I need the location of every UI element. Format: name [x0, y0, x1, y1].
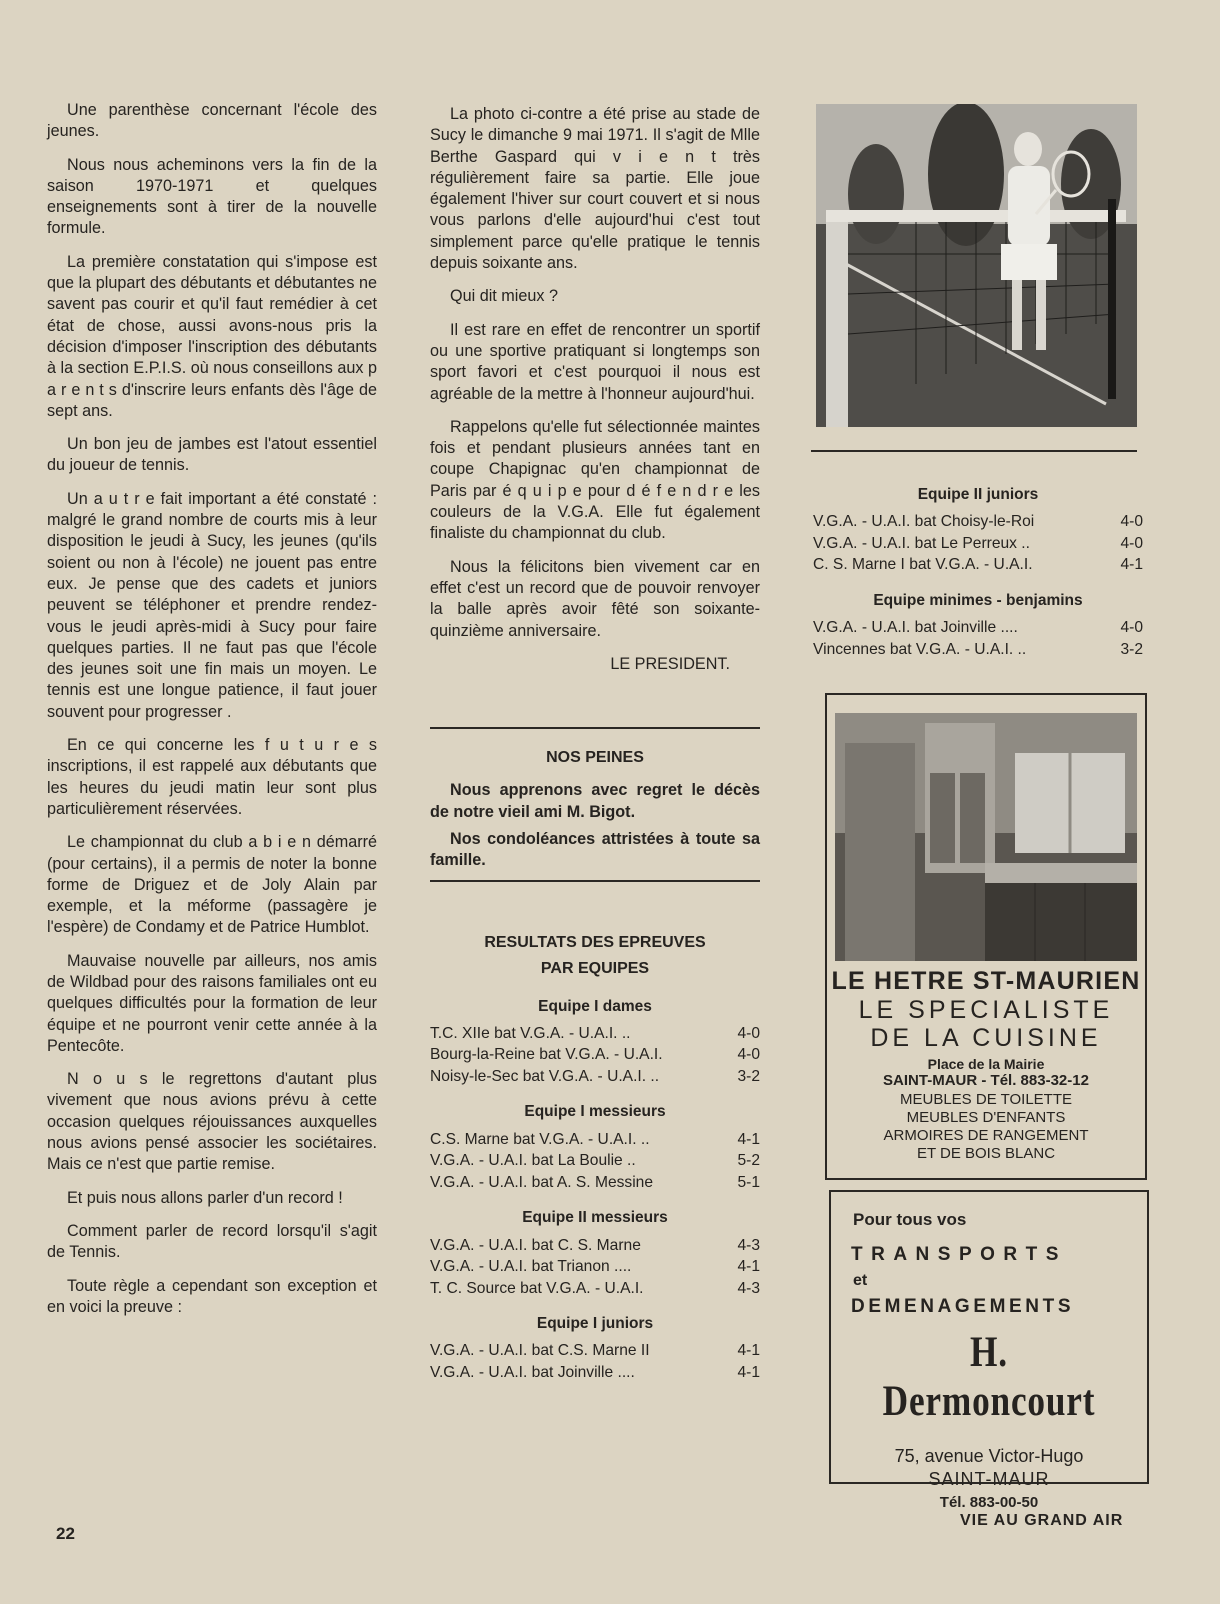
left-paragraph: Mauvaise nouvelle par ailleurs, nos amis de Wildbad pour des raisons familiales ont eu quelques difficultés pour la formation de leur équipe et ne pourront venir cette année à la Pentecôte.	[47, 951, 377, 1055]
results-list-right	[813, 484, 1143, 660]
team-title: Equipe I dames	[538, 997, 652, 1015]
divider	[430, 880, 760, 882]
transport-line: DEMENAGEMENTS	[851, 1296, 1075, 1317]
page-number: 22	[56, 1524, 75, 1543]
result-row	[813, 511, 1143, 533]
result-match: V.G.A. - U.A.I. bat Joinville ....	[430, 1363, 635, 1381]
kitchen-brand: LE HETRE ST-MAURIEN	[831, 967, 1141, 995]
result-score: 4-1	[1120, 556, 1143, 574]
team-title: Equipe minimes - benjamins	[873, 591, 1083, 609]
peines-title: NOS PEINES	[546, 749, 644, 767]
result-match: V.G.A. - U.A.I. bat C. S. Marne	[430, 1236, 641, 1254]
left-paragraph: Comment parler de record lorsqu'il s'agit de Tennis.	[47, 1221, 377, 1262]
result-score: 3-2	[737, 1067, 760, 1085]
result-score: 5-1	[737, 1173, 760, 1191]
result-row	[430, 1150, 760, 1172]
transport-city: SAINT-MAUR	[928, 1469, 1050, 1489]
kitchen-item: ARMOIRES DE RANGEMENT	[883, 1127, 1089, 1144]
divider	[430, 727, 760, 729]
kitchen-items	[827, 1091, 1145, 1163]
result-score: 4-0	[737, 1046, 760, 1064]
result-match: V.G.A. - U.A.I. bat Choisy-le-Roi	[813, 513, 1035, 531]
transport-advertisement	[829, 1190, 1149, 1511]
kitchen-photo	[835, 713, 1137, 961]
left-column	[47, 100, 377, 1330]
magazine-footer: VIE AU GRAND AIR	[960, 1512, 1124, 1529]
result-match: Vincennes bat V.G.A. - U.A.I. ..	[813, 640, 1027, 658]
result-score: 4-0	[1120, 513, 1143, 531]
result-row	[813, 639, 1143, 661]
kitchen-item: MEUBLES D'ENFANTS	[906, 1109, 1066, 1126]
result-row	[430, 1278, 760, 1300]
left-paragraph: Un a u t r e fait important a été constaté : malgré le grand nombre de courts mis à leur disposition le jeudi à Sucy, les jeunes (qu'ils soient ou non à l'école) ne jouent pas entre eux. Je pense que des cadets et juniors peuvent se téléphoner et prendre rendez-vous le jeudi après-midi à Sucy pour faire quelques parties. Il ne faut pas que l'école des jeunes soit une fin mais un moyen. Le tennis est une longue patience, il faut jouer souvent pour progresser .	[47, 489, 377, 721]
results-list	[430, 996, 760, 1384]
right-column	[813, 470, 1143, 660]
mid-paragraph: Qui dit mieux ?	[450, 287, 558, 306]
result-score: 3-2	[1120, 640, 1143, 658]
middle-column	[430, 104, 760, 1383]
kitchen-item: MEUBLES DE TOILETTE	[900, 1091, 1072, 1108]
result-score: 4-3	[737, 1279, 760, 1297]
result-row	[430, 1362, 760, 1384]
divider	[811, 450, 1137, 452]
kitchen-specialist: DE LA CUISINE	[870, 1024, 1102, 1052]
result-score: 4-0	[1120, 619, 1143, 637]
result-match: V.G.A. - U.A.I. bat La Boulie ..	[430, 1152, 636, 1170]
mid-paragraph: Nous la félicitons bien vivement car en effet c'est un record que de pouvoir renvoyer la balle après avoir fêté son soixante-quinzième anniversaire.	[430, 557, 760, 640]
transport-line: TRANSPORTS	[851, 1244, 1067, 1265]
result-row	[813, 554, 1143, 576]
signature: LE PRESIDENT.	[610, 654, 730, 673]
result-score: 4-1	[737, 1258, 760, 1275]
mid-paragraph: Rappelons qu'elle fut sélectionnée maintes fois et pendant plusieurs années tant en coupe Chapignac qu'en championnat de Paris par é q u i p e pour d é f e n d r e les couleurs de la V.G.A. Elle fut également finaliste du championnat du club.	[430, 417, 760, 543]
results-title-line: RESULTATS DES EPREUVES	[484, 933, 706, 951]
kitchen-specialist: LE SPECIALISTE	[858, 996, 1114, 1024]
result-match: V.G.A. - U.A.I. bat A. S. Messine	[430, 1173, 654, 1191]
result-row	[430, 1044, 760, 1066]
kitchen-city-tel: SAINT-MAUR - Tél. 883-32-12	[883, 1072, 1089, 1089]
tennis-player-image	[816, 104, 1137, 427]
transport-address: 75, avenue Victor-Hugo	[894, 1446, 1084, 1466]
transport-phone: Tél. 883-00-50	[939, 1494, 1039, 1511]
team-title: Equipe I messieurs	[524, 1103, 666, 1121]
result-row	[430, 1340, 760, 1362]
left-paragraph: N o u s le regrettons d'autant plus vivement que nous avions prévu à cette occasion quelques réjouissances auxquelles nous avions pensé associer les sociétaires. Mais ce n'est que partie remise.	[47, 1070, 377, 1174]
transport-company-name: H. Dermoncourt	[882, 1329, 1096, 1425]
result-score: 5-2	[737, 1152, 760, 1170]
result-match: V.G.A. - U.A.I. bat Trianon ....	[430, 1258, 632, 1275]
left-paragraph: Toute règle a cependant son exception et en voici la preuve :	[47, 1276, 377, 1316]
result-row	[430, 1235, 760, 1257]
result-row	[813, 617, 1143, 639]
results-title	[430, 930, 760, 982]
result-score: 4-1	[737, 1130, 760, 1148]
result-row	[430, 1066, 760, 1088]
team-title: Equipe I juniors	[536, 1315, 654, 1332]
result-match: C. S. Marne I bat V.G.A. - U.A.I.	[813, 556, 1033, 574]
transport-lead: Pour tous vos	[853, 1210, 967, 1229]
left-paragraph: En ce qui concerne les f u t u r e s inscriptions, il est rappelé aux débutants que les heures du jeudi matin leur sont plus particulièrement réservées.	[47, 736, 377, 818]
result-match: Noisy-le-Sec bat V.G.A. - U.A.I. ..	[430, 1067, 660, 1085]
result-match: C.S. Marne bat V.G.A. - U.A.I. ..	[430, 1130, 650, 1148]
result-match: Bourg-la-Reine bat V.G.A. - U.A.I.	[430, 1046, 663, 1064]
result-row	[430, 1023, 760, 1045]
tennis-photo	[816, 104, 1137, 427]
team-title: Equipe II juniors	[917, 486, 1039, 503]
mid-paragraph: Il est rare en effet de rencontrer un sportif ou une sportive pratiquant si longtemps son sport favori et c'est pourquoi il nous est agréable de la mettre à l'honneur aujourd'hui.	[430, 320, 760, 403]
result-row	[813, 533, 1143, 555]
result-match: V.G.A. - U.A.I. bat Joinville ....	[813, 619, 1018, 637]
result-match: V.G.A. - U.A.I. bat C.S. Marne II	[430, 1342, 650, 1360]
left-paragraph: Le championnat du club a b i e n démarré (pour certains), il a permis de noter la bonne forme de Driguez et de Joly Alain par exemple, et la méforme (passagère je l'espère) de Condamy et de Patrice Humblot.	[47, 833, 377, 937]
results-title-line: PAR EQUIPES	[540, 959, 650, 977]
result-match: V.G.A. - U.A.I. bat Le Perreux ..	[813, 534, 1030, 552]
left-paragraph: Une parenthèse concernant l'école des jeunes.	[47, 101, 377, 141]
result-score: 4-3	[737, 1236, 760, 1254]
result-match: T. C. Source bat V.G.A. - U.A.I.	[430, 1279, 644, 1297]
kitchen-image	[835, 713, 1137, 961]
result-row	[430, 1172, 760, 1194]
left-paragraph: Nous nous acheminons vers la fin de la saison 1970-1971 et quelques enseignements sont à tirer de la nouvelle formule.	[47, 155, 377, 238]
kitchen-item: ET DE BOIS BLANC	[916, 1145, 1056, 1162]
result-score: 4-1	[737, 1342, 760, 1360]
result-row	[430, 1256, 760, 1278]
left-paragraph: Un bon jeu de jambes est l'atout essentiel du joueur de tennis.	[47, 435, 377, 475]
kitchen-place: Place de la Mairie	[927, 1056, 1045, 1072]
left-paragraph: La première constatation qui s'impose est que la plupart des débutants et débutantes ne savent pas courir et qu'il faut remédier à cet état de chose, aussi avons-nous pris la décision d'imposer l'inscription des débutants à la section E.P.I.S. où nous conseillons aux p a r e n t s d'inscrire leurs enfants dès l'âge de sept ans.	[47, 252, 377, 420]
result-row	[430, 1129, 760, 1151]
result-match: T.C. XIIe bat V.G.A. - U.A.I. ..	[430, 1024, 631, 1042]
team-title: Equipe II messieurs	[522, 1209, 668, 1227]
mid-paragraph: La photo ci-contre a été prise au stade de Sucy le dimanche 9 mai 1971. Il s'agit de Mlle Berthe Gaspard qui v i e n t très régulièrement faire sa partie. Elle joue également l'hiver sur court couvert et si nous vous parlons d'elle aujourd'hui c'est tout simplement parce qu'elle pratique le tennis depuis soixante ans.	[430, 105, 760, 273]
transport-conj: et	[853, 1272, 868, 1289]
result-score: 4-0	[737, 1024, 760, 1042]
kitchen-advertisement	[825, 693, 1147, 1180]
left-paragraph: Et puis nous allons parler d'un record !	[67, 1188, 343, 1207]
result-score: 4-0	[1120, 534, 1143, 552]
peines-paragraph: Nos condoléances attristées à toute sa famille.	[430, 830, 760, 870]
result-score: 4-1	[737, 1363, 760, 1381]
peines-body	[430, 780, 760, 871]
peines-paragraph: Nous apprenons avec regret le décès de notre vieil ami M. Bigot.	[430, 781, 760, 821]
